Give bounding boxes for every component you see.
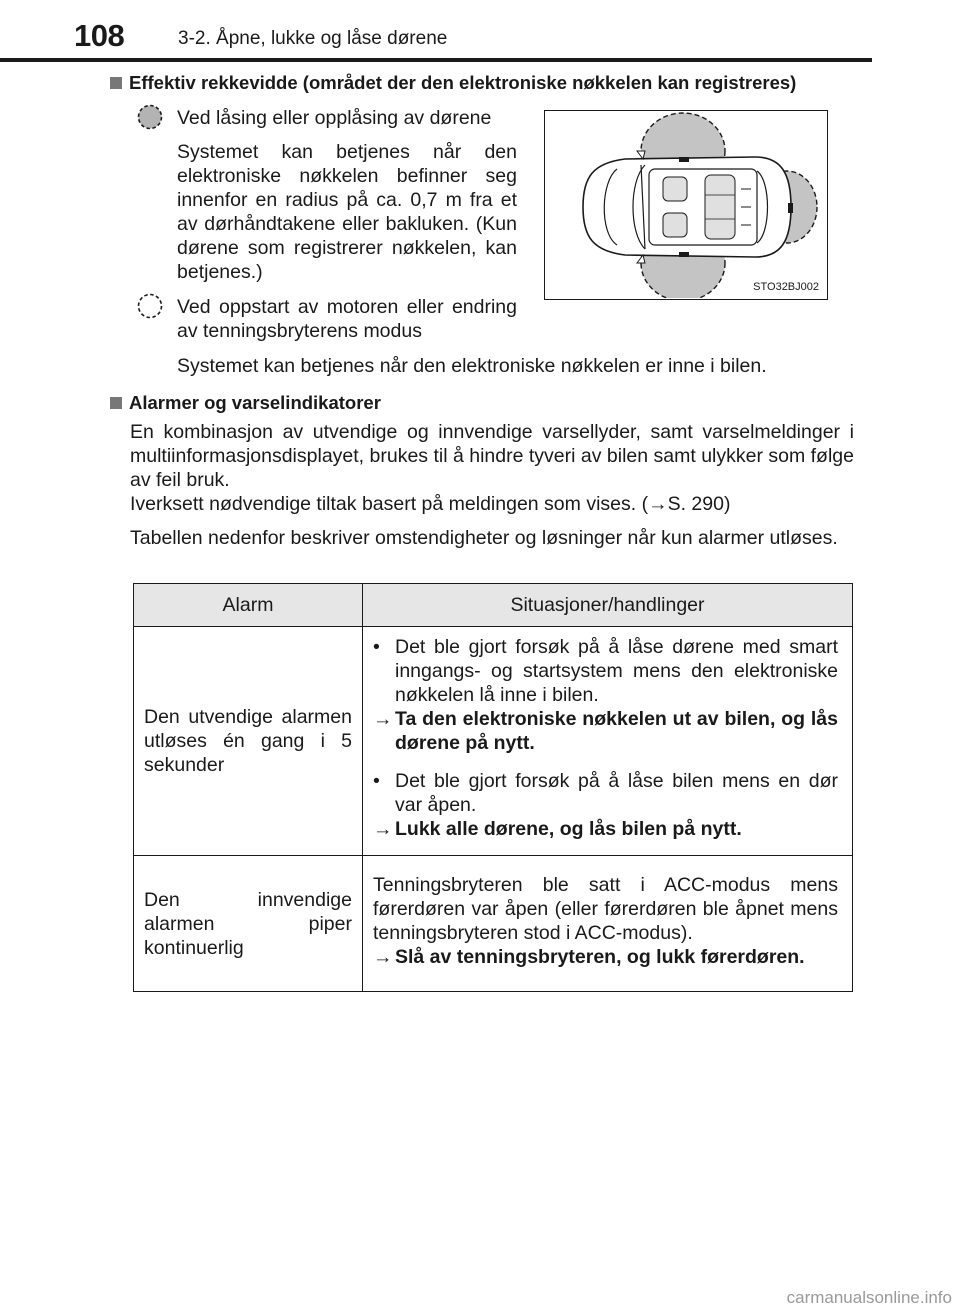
action-item xyxy=(373,945,838,969)
section-heading-text: Effektiv rekkevidde (området der den elektroniske nøkkelen kan registreres) xyxy=(129,72,797,93)
bullet-icon: • xyxy=(373,770,380,792)
alarm-table xyxy=(133,583,853,992)
page-number: 108 xyxy=(74,18,125,53)
list-item xyxy=(373,769,838,817)
square-bullet-icon xyxy=(110,77,122,89)
item1-title: Ved låsing eller opplåsing av dørene xyxy=(177,107,492,129)
section-heading-text: Alarmer og varselindikatorer xyxy=(129,392,381,413)
header-rule xyxy=(0,58,872,62)
table-row xyxy=(134,856,853,992)
situation-text: Det ble gjort forsøk på å låse bilen mens en dør var åpen. xyxy=(395,770,838,816)
section-heading-range xyxy=(110,72,870,94)
page-reference: S. 290) xyxy=(667,493,731,515)
list-item xyxy=(373,635,838,707)
table-row xyxy=(134,627,853,856)
table-header-cell: Alarm xyxy=(134,584,363,627)
situation-cell xyxy=(363,856,853,992)
alarm-cell: Den innvendige alarmen piper kontinuerlig xyxy=(134,856,363,992)
range-figure xyxy=(544,110,828,300)
light-zone-icon xyxy=(137,293,163,319)
item2-body: Systemet kan betjenes når den elektroniske nøkkelen er inne i bilen. xyxy=(177,355,767,377)
action-line-text: Iverksett nødvendige tiltak basert på meldingen som vises. ( xyxy=(130,493,649,515)
arrow-icon: → xyxy=(373,945,393,968)
action-text: Lukk alle dørene, og lås bilen på nytt. xyxy=(395,818,742,840)
table-header-cell: Situasjoner/handlinger xyxy=(363,584,853,627)
action-text: Slå av tenningsbryteren, og lukk førerdøren. xyxy=(395,945,805,968)
alarm-intro-text: En kombinasjon av utvendige og innvendige varsellyder, samt varselmeldinger i multiinformasjonsdisplayet, brukes til å hindre tyveri av bilen samt ulykker som følge av feil bruk. xyxy=(130,421,854,491)
item1-body: Systemet kan betjenes når den elektroniske nøkkelen befinner seg innenfor en radius på ca. 0,7 m fra et av dørhåndtakene eller bakluken. (Kun dørene som registrerer nøkkelen, kan betjenes.) xyxy=(177,141,517,283)
section-heading-alarms xyxy=(110,392,870,414)
situation-text: Tenningsbryteren ble satt i ACC-modus mens førerdøren var åpen (eller førerdøren ble åpnet mens tenningsbryteren stod i ACC-modus). xyxy=(373,873,838,944)
table-intro-text: Tabellen nedenfor beskriver omstendigheter og løsninger når kun alarmer utløses. xyxy=(130,527,838,549)
chapter-title: 3-2. Åpne, lukke og låse dørene xyxy=(178,28,448,49)
action-item xyxy=(373,707,838,755)
arrow-icon: → xyxy=(648,493,668,515)
arrow-icon: → xyxy=(373,708,393,730)
table-header-row xyxy=(134,584,853,627)
dark-zone-icon xyxy=(137,104,163,130)
arrow-icon: → xyxy=(373,818,393,840)
alarm-action-line xyxy=(130,492,854,516)
car-top-view-illustration xyxy=(545,111,826,298)
action-text: Ta den elektroniske nøkkelen ut av bilen, og lås dørene på nytt. xyxy=(395,708,838,754)
item2-title: Ved oppstart av motoren eller endring av tenningsbryterens modus xyxy=(177,296,517,342)
watermark: carmanualsonline.info xyxy=(786,1288,952,1307)
bullet-icon: • xyxy=(373,636,380,658)
situation-cell xyxy=(363,627,853,856)
alarm-intro-paragraph xyxy=(130,420,854,550)
figure-code: STO32BJ002 xyxy=(753,281,819,293)
action-item xyxy=(373,817,838,841)
alarm-cell: Den utvendige alarmen utløses én gang i 5 sekunder xyxy=(134,627,363,856)
square-bullet-icon xyxy=(110,397,122,409)
situation-text: Det ble gjort forsøk på å låse dørene med smart inngangs- og startsystem mens den elektroniske nøkkelen lå inne i bilen. xyxy=(395,636,838,706)
